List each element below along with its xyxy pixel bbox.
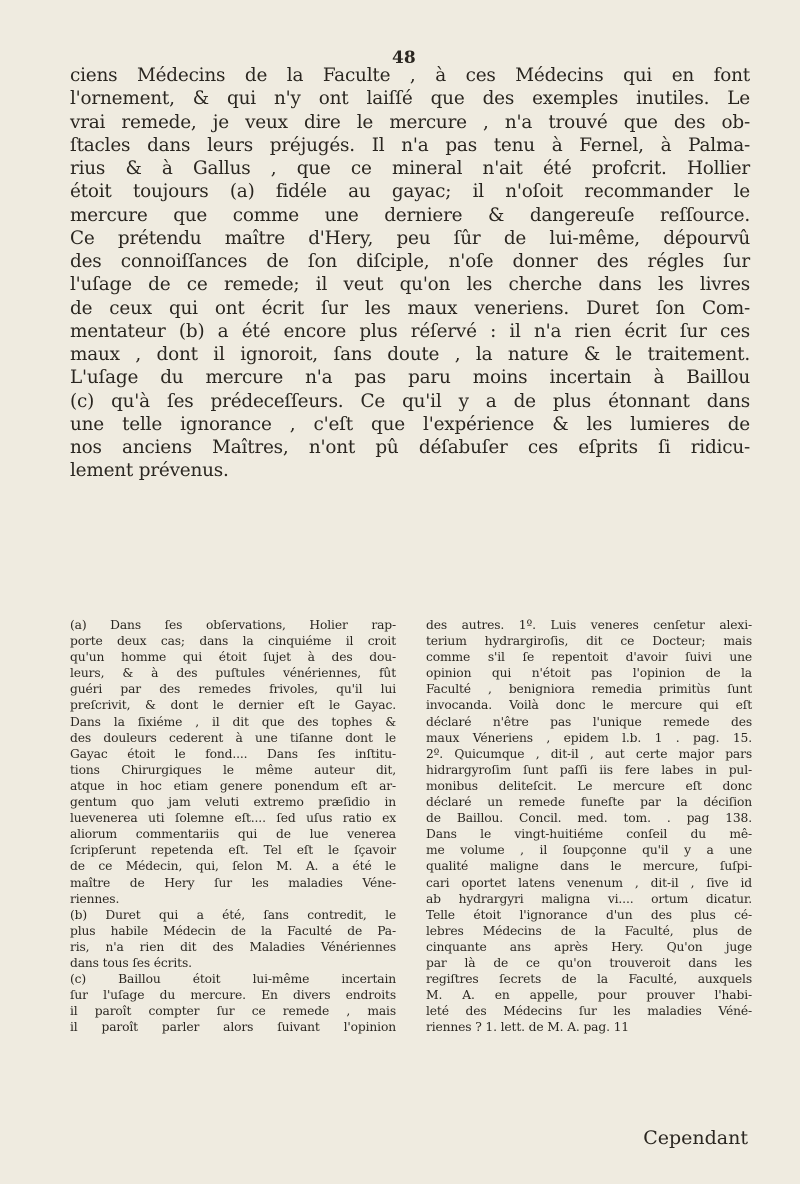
text-line: l'uſage de ce remede; il veut qu'on les cherche dans les livres — [70, 274, 750, 296]
footnote-line: il paroît compter ſur ce remede , mais — [70, 1004, 396, 1019]
footnote-line: Dans la ſixiéme , il dit que des tophes & — [70, 714, 396, 729]
footnote-line: de Baillou. Concil. med. tom. . pag 138. — [426, 811, 752, 826]
footnote-line: M. A. en appelle, pour prouver l'habi- — [426, 988, 752, 1003]
footnote-column-left — [70, 617, 396, 1035]
footnote-line: riennes. — [70, 891, 120, 906]
footnote-line: cari oportet latens venenum , dit-il , ſive id — [426, 875, 752, 890]
footnote-line: leté des Médecins ſur les maladies Véné- — [426, 1004, 752, 1019]
footnote-line: tions Chirurgiques le même auteur dit, — [70, 762, 396, 777]
text-line: de ceux qui ont écrit ſur les maux veneriens. Duret ſon Com- — [70, 297, 750, 319]
footnote-line: Gayac étoit le fond.... Dans ſes inſtitu- — [70, 746, 396, 761]
footnote-line: des douleurs cederent à une tiſanne dont le — [70, 730, 396, 745]
footnote-line: Faculté , benigniora remedia primitùs ſunt — [426, 682, 752, 697]
footnote-line: qualité maligne dans le mercure, ſuſpi- — [426, 859, 752, 874]
footnote-line: opinion qui n'étoit pas l'opinion de la — [426, 666, 752, 681]
footnote-line: maître de Hery ſur les maladies Véne- — [70, 875, 396, 890]
footnote-line: qu'un homme qui étoit ſujet à des dou- — [70, 650, 396, 665]
page-number: 48 — [392, 48, 416, 68]
footnote-line: Telle étoit l'ignorance d'un des plus cé- — [426, 907, 752, 922]
text-line: des connoiſſances de ſon diſciple, n'oſe donner des régles ſur — [70, 251, 750, 272]
footnote-line: (a) Dans ſes obſervations, Holier rap- — [70, 618, 396, 632]
footnote-line: ab hydrargyri maligna vi.... ortum dicatur. — [426, 891, 752, 906]
text-line: mercure que comme une derniere & dangereuſe reſſource. — [70, 204, 750, 226]
footnote-column-right — [426, 617, 752, 1035]
footnote-line: terium hydrargiroſis, dit ce Docteur; mais — [426, 634, 752, 649]
footnote-line: ris, n'a rien dit des Maladies Vénériennes — [70, 939, 396, 954]
text-line: L'uſage du mercure n'a pas paru moins incertain à Baillou — [70, 367, 750, 389]
footnote-line: de ce Médecin, qui, ſelon M. A. a été le — [70, 859, 396, 874]
footnote-line: atque in hoc etiam genere ponendum eſt ar- — [70, 778, 396, 793]
text-line: ciens Médecins de la Faculte , à ces Médecins qui en font — [70, 65, 750, 86]
text-line: lement prévenus. — [70, 460, 229, 482]
text-line: maux , dont il ignoroit, ſans doute , la nature & le traitement. — [70, 344, 750, 365]
footnote-line: leurs, & à des puſtules vénériennes, fût — [70, 666, 396, 681]
footnote-line: aliorum commentariis qui de lue venerea — [70, 827, 396, 842]
footnote-line: des autres. 1º. Luis veneres cenſetur alexi- — [426, 618, 752, 632]
footnote-line: il paroît parler alors ſuivant l'opinion — [70, 1020, 396, 1035]
footnote-line: plus habile Médecin de la Faculté de Pa- — [70, 923, 396, 938]
footnote-line: (c) Baillou étoit lui-même incertain — [70, 972, 396, 987]
footnote-line: déclaré n'être pas l'unique remede des — [426, 714, 752, 729]
footnote-line: lebres Médecins de la Faculté, plus de — [426, 923, 752, 938]
footnote-line: invocanda. Voilà donc le mercure qui eſt — [426, 698, 752, 713]
text-line: rius & à Gallus , que ce mineral n'ait été profcrit. Hollier — [70, 158, 750, 179]
catchword: Cependant — [643, 1127, 748, 1149]
footnote-line: me volume , il ſoupçonne qu'il y a une — [426, 843, 752, 858]
footnote-line: (b) Duret qui a été, ſans contredit, le — [70, 907, 396, 922]
text-line: l'ornement, & qui n'y ont laiſſé que des exemples inutiles. Le — [70, 88, 750, 110]
text-line: vrai remede, je veux dire le mercure , n'a trouvé que des ob- — [70, 111, 750, 133]
text-line: mentateur (b) a été encore plus réſervé : il n'a rien écrit ſur ces — [70, 320, 750, 342]
text-line: nos anciens Maîtres, n'ont pû déſabuſer ces eſprits ſi ridicu- — [70, 437, 750, 458]
footnote-line: hidrargyroſim ſunt paſſi iis fere labes in pul- — [426, 762, 752, 777]
text-line: ſtacles dans leurs préjugés. Il n'a pas tenu à Fernel, à Palma- — [70, 134, 750, 156]
footnote-line: dans tous ſes écrits. — [70, 955, 192, 970]
footnote-line: déclaré un remede funeſte par la déciſion — [426, 795, 752, 810]
text-line: une telle ignorance , c'eſt que l'expérience & les lumieres de — [70, 413, 750, 435]
footnote-line: 2º. Quicumque , dit-il , aut certe major pars — [426, 746, 752, 761]
footnote-line: ſcripſerunt repetenda eſt. Tel eſt le ſçavoir — [70, 843, 396, 858]
footnote-line: guéri par des remedes frivoles, qu'il lui — [70, 682, 396, 697]
footnote-line: ſur l'uſage du mercure. En divers endroits — [70, 988, 396, 1003]
footnote-line: riennes ? 1. lett. de M. A. pag. 11 — [426, 1020, 629, 1035]
footnote-line: monibus deliteſcit. Le mercure eſt donc — [426, 778, 752, 793]
main-text — [70, 64, 750, 483]
footnote-line: comme s'il ſe repentoit d'avoir ſuivi une — [426, 650, 752, 665]
text-line: étoit toujours (a) fidéle au gayac; il n'oſoit recommander le — [70, 181, 750, 203]
footnote-line: porte deux cas; dans la cinquiéme il croit — [70, 634, 396, 649]
footnote-line: maux Véneriens , epidem l.b. 1 . pag. 15. — [426, 730, 752, 745]
footnote-line: par là de ce qu'on trouveroit dans les — [426, 955, 752, 970]
footnotes — [70, 617, 752, 1035]
text-line: Ce prétendu maître d'Hery, peu ſûr de lui-même, dépourvû — [70, 227, 750, 249]
footnote-line: luevenerea uti ſolemne eſt.... ſed uſus ratio ex — [70, 811, 396, 826]
footnote-line: regiſtres ſecrets de la Faculté, auxquels — [426, 972, 752, 987]
footnote-line: cinquante ans après Hery. Qu'on juge — [426, 939, 752, 954]
text-line: (c) qu'à ſes prédeceſſeurs. Ce qu'il y a de plus étonnant dans — [70, 390, 750, 412]
footnote-line: gentum quo jam veluti extremo præſidio in — [70, 795, 396, 810]
footnote-line: preſcrivit, & dont le dernier eſt le Gayac. — [70, 698, 396, 713]
footnote-line: Dans le vingt-huitiéme conſeil du mê- — [426, 827, 752, 842]
